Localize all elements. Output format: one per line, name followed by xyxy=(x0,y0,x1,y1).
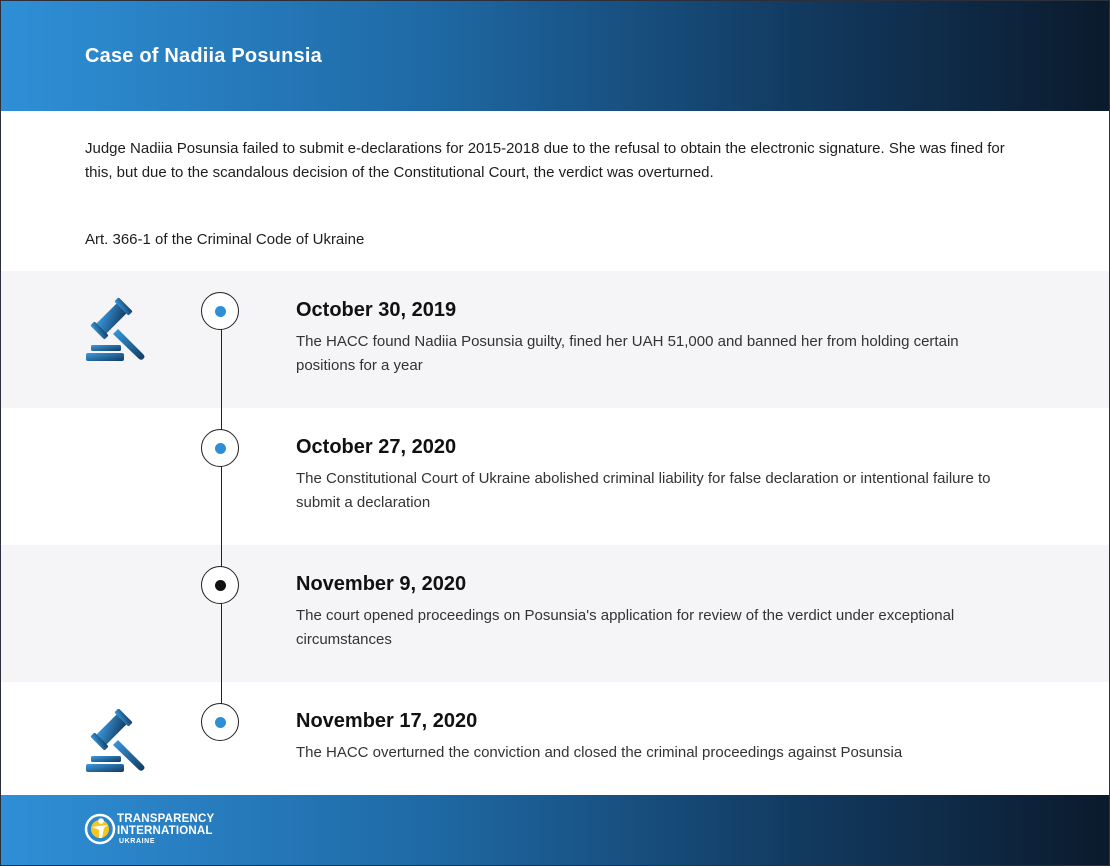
logo-line-2: INTERNATIONAL xyxy=(117,825,213,837)
header-banner xyxy=(1,1,1109,111)
transparency-international-logo xyxy=(84,811,234,851)
ti-logo-icon xyxy=(84,813,116,845)
event-date: November 17, 2020 xyxy=(296,710,478,732)
timeline-row xyxy=(1,271,1109,408)
timeline-row xyxy=(1,682,1109,795)
event-description: The HACC overturned the conviction and closed the criminal proceedings against Posunsia xyxy=(296,744,903,761)
logo-line-1: TRANSPARENCY xyxy=(117,813,215,825)
gavel-icon xyxy=(85,709,149,773)
footer-banner xyxy=(1,795,1109,865)
timeline-dot xyxy=(215,306,226,317)
event-description: The court opened proceedings on Posunsia's application for review of the verdict under exceptional circumstances xyxy=(296,607,955,648)
timeline-node xyxy=(201,292,239,330)
page-title: Case of Nadiia Posunsia xyxy=(85,45,322,67)
event-date: October 30, 2019 xyxy=(296,299,457,321)
timeline-node xyxy=(201,566,239,604)
event-description: The Constitutional Court of Ukraine abolished criminal liability for false declaration or intentional failure to submit a declaration xyxy=(296,470,991,511)
logo-line-3: UKRAINE xyxy=(119,838,156,845)
timeline-dot xyxy=(215,443,226,454)
gavel-icon xyxy=(85,298,149,362)
event-date: November 9, 2020 xyxy=(296,573,467,595)
event-date: October 27, 2020 xyxy=(296,436,457,458)
legal-article: Art. 366-1 of the Criminal Code of Ukraine xyxy=(85,231,365,248)
timeline-node xyxy=(201,429,239,467)
event-description: The HACC found Nadiia Posunsia guilty, fined her UAH 51,000 and banned her from holding certain positions for a year xyxy=(296,333,959,374)
timeline-row xyxy=(1,408,1109,545)
timeline-connector xyxy=(221,311,222,723)
timeline-node xyxy=(201,703,239,741)
case-summary: Judge Nadiia Posunsia failed to submit e-declarations for 2015-2018 due to the refusal to obtain the electronic signature. She was fined for this, but due to the scandalous decision of the Constitutional Court, the verdict was overturned. xyxy=(85,140,1005,181)
timeline-row xyxy=(1,545,1109,682)
timeline-dot xyxy=(215,580,226,591)
timeline-dot xyxy=(215,717,226,728)
